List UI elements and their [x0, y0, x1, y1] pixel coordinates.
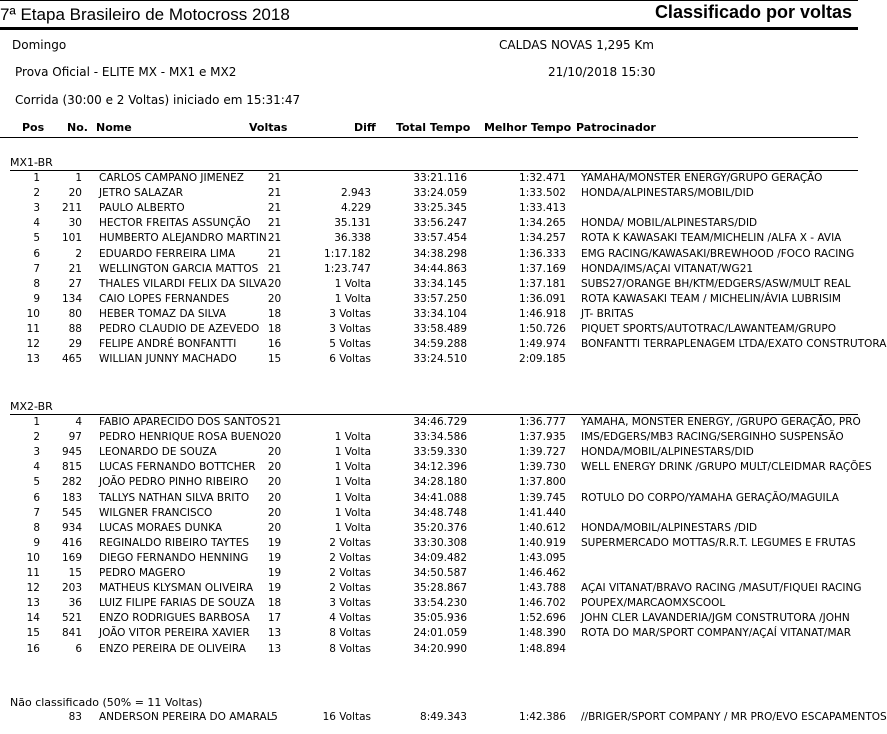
cell-total: 34:46.729 [413, 416, 467, 428]
cell-diff: 1 Volta [334, 277, 371, 290]
title-rule [0, 27, 858, 30]
cell-diff: 36.338 [334, 232, 371, 245]
cell-name: JOÃO PEDRO PINHO RIBEIRO [99, 476, 249, 489]
cell-best: 1:41.440 [519, 506, 566, 519]
cell-laps: 15 [267, 353, 282, 366]
cell-no: 15 [68, 567, 82, 579]
cell-best: 1:43.788 [519, 582, 566, 595]
cell-best: 1:37.181 [519, 277, 566, 290]
cell-best: 1:40.612 [519, 521, 566, 534]
cell-laps: 19 [267, 567, 282, 579]
cell-laps: 17 [267, 612, 282, 625]
cell-sponsor: HONDA/ALPINESTARS/MOBIL/DID [581, 187, 754, 200]
cell-best: 1:36.091 [519, 292, 566, 305]
cell-diff: 2 Voltas [329, 567, 371, 579]
cell-diff: 8 Voltas [329, 627, 371, 640]
cell-pos: 12 [26, 338, 40, 351]
cell-sponsor: AÇAI VITANAT/BRAVO RACING /MASUT/FIQUEI RACING [581, 582, 862, 595]
cell-laps: 21 [267, 202, 282, 215]
cell-diff: 1 Volta [334, 292, 371, 305]
cell-sponsor: JT- BRITAS [581, 307, 634, 320]
cell-best: 1:52.696 [519, 612, 566, 625]
cell-laps: 20 [267, 521, 282, 534]
cell-best: 1:36.333 [519, 247, 566, 260]
cell-diff: 2 Voltas [329, 582, 371, 595]
cell-diff: 1 Volta [334, 476, 371, 489]
cell-best: 1:37.169 [519, 262, 566, 275]
cell-no: 29 [68, 338, 82, 351]
cell-sponsor: ROTULO DO CORPO/YAMAHA GERAÇÃO/MAGUILA [581, 491, 839, 504]
cell-name: PAULO ALBERTO [99, 202, 185, 215]
cell-laps: 21 [267, 247, 282, 260]
cell-total: 33:54.230 [413, 597, 467, 610]
cell-best: 1:50.726 [519, 323, 566, 335]
cell-diff: 16 Voltas [322, 711, 371, 723]
cell-best: 1:46.918 [519, 307, 566, 320]
cell-name: DIEGO FERNANDO HENNING [99, 551, 249, 564]
cell-no: 4 [75, 416, 82, 428]
cell-total: 33:24.510 [413, 353, 467, 366]
cell-laps: 20 [267, 461, 282, 474]
cell-diff: 3 Voltas [329, 307, 371, 320]
cell-name: ENZO RODRIGUES BARBOSA [99, 612, 250, 625]
cell-pos: 2 [33, 431, 40, 444]
cell-no: 27 [68, 277, 82, 290]
cell-name: LUIZ FILIPE FARIAS DE SOUZA [99, 597, 255, 610]
cell-name: CAIO LOPES FERNANDES [99, 292, 230, 305]
cell-sponsor: YAMAHA/MONSTER ENERGY/GRUPO GERAÇÃO [581, 172, 823, 184]
cell-name: HUMBERTO ALEJANDRO MARTIN [99, 232, 267, 245]
cell-laps: 19 [267, 551, 282, 564]
cell-sponsor: SUBS27/ORANGE BH/KTM/EDGERS/ASW/MULT REAL [581, 277, 851, 290]
cell-no: 545 [61, 506, 82, 519]
cell-sponsor: ROTA K KAWASAKI TEAM/MICHELIN /ALFA X - AVIA [581, 232, 842, 245]
cell-no: 101 [61, 232, 82, 245]
cell-laps: 5 [271, 711, 278, 723]
cell-laps: 21 [267, 232, 282, 245]
cell-diff: 1:23.747 [324, 262, 371, 275]
cell-laps: 19 [267, 536, 282, 549]
cell-best: 1:33.502 [519, 187, 566, 200]
cell-total: 34:44.863 [413, 262, 467, 275]
cell-best: 1:48.390 [519, 627, 566, 640]
cell-best: 1:46.462 [519, 567, 566, 579]
cell-name: HEBER TOMAZ DA SILVA [99, 307, 227, 320]
cell-pos: 7 [33, 506, 40, 519]
category-rule [10, 414, 858, 415]
cell-name: WILGNER FRANCISCO [99, 506, 213, 519]
cell-laps: 20 [267, 506, 282, 519]
cell-diff: 5 Voltas [329, 338, 371, 351]
cell-name: CARLOS CAMPANO JIMENEZ [99, 172, 244, 184]
cell-diff: 4.229 [340, 202, 371, 215]
cell-best: 1:39.730 [519, 461, 566, 474]
cell-best: 1:40.919 [519, 536, 566, 549]
cell-diff: 2 Voltas [329, 551, 371, 564]
category-label: MX1-BR [10, 156, 53, 169]
cell-total: 34:59.288 [413, 338, 467, 351]
cell-sponsor: HONDA/MOBIL/ALPINESTARS/DID [581, 446, 754, 459]
cell-diff: 1 Volta [334, 506, 371, 519]
cell-name: JETRO SALAZAR [99, 187, 184, 200]
cell-name: ANDERSON PEREIRA DO AMARAL [99, 711, 273, 723]
cell-best: 1:42.386 [519, 711, 566, 723]
cell-best: 1:32.471 [519, 172, 566, 184]
cell-pos: 11 [26, 567, 40, 579]
cell-sponsor: POUPEX/MARCAOMXSCOOL [581, 597, 726, 610]
cell-no: 97 [68, 431, 82, 444]
cell-pos: 2 [33, 187, 40, 200]
cell-name: FELIPE ANDRÉ BONFANTTI [99, 338, 237, 351]
cell-laps: 13 [267, 627, 282, 640]
cell-laps: 21 [267, 262, 282, 275]
cell-diff: 2.943 [340, 187, 371, 200]
cell-sponsor: BONFANTTI TERRAPLENAGEM LTDA/EXATO CONSTRUTORA [581, 338, 887, 351]
top-rule [0, 0, 858, 1]
cell-pos: 9 [33, 292, 40, 305]
cell-pos: 1 [33, 172, 40, 184]
cell-total: 34:50.587 [413, 567, 467, 579]
cell-no: 169 [61, 551, 82, 564]
cell-name: MATHEUS KLYSMAN OLIVEIRA [99, 582, 254, 595]
col-no: No. [67, 121, 88, 134]
category-rule [10, 170, 858, 171]
cell-name: LUCAS MORAES DUNKA [99, 521, 223, 534]
cell-best: 1:37.800 [519, 476, 566, 489]
cell-no: 203 [61, 582, 82, 595]
cell-diff: 4 Voltas [329, 612, 371, 625]
cell-total: 33:34.586 [413, 431, 467, 444]
cell-no: 36 [68, 597, 82, 610]
cell-total: 33:25.345 [413, 202, 467, 215]
header-rule [0, 137, 858, 138]
cell-no: 83 [68, 711, 82, 723]
cell-no: 134 [61, 292, 82, 305]
cell-name: WELLINGTON GARCIA MATTOS [99, 262, 259, 275]
cell-laps: 20 [267, 476, 282, 489]
cell-total: 34:20.990 [413, 642, 467, 655]
cell-sponsor: ROTA DO MAR/SPORT COMPANY/AÇAÍ VITANAT/MAR [581, 627, 852, 640]
cell-total: 33:59.330 [413, 446, 467, 459]
cell-total: 33:57.454 [413, 232, 467, 245]
cell-pos: 7 [33, 262, 40, 275]
cell-laps: 21 [267, 217, 282, 230]
cell-no: 21 [68, 262, 82, 275]
cell-pos: 14 [26, 612, 40, 625]
cell-name: LUCAS FERNANDO BOTTCHER [99, 461, 256, 474]
cell-laps: 18 [267, 307, 282, 320]
cell-sponsor: SUPERMERCADO MOTTAS/R.R.T. LEGUMES E FRUTAS [581, 536, 856, 549]
cell-name: HECTOR FREITAS ASSUNÇÃO [99, 217, 251, 230]
cell-sponsor: HONDA/MOBIL/ALPINESTARS /DID [581, 521, 758, 534]
cell-name: JOÃO VITOR PEREIRA XAVIER [99, 627, 250, 640]
cell-diff: 1 Volta [334, 521, 371, 534]
cell-pos: 3 [33, 446, 40, 459]
cell-pos: 3 [33, 202, 40, 215]
cell-diff: 1:17.182 [324, 247, 371, 260]
cell-sponsor: JOHN CLER LAVANDERIA/JGM CONSTRUTORA /JOHN [581, 612, 850, 625]
cell-pos: 1 [33, 416, 40, 428]
cell-best: 1:49.974 [519, 338, 566, 351]
cell-no: 465 [61, 353, 82, 366]
cell-pos: 13 [26, 597, 40, 610]
cell-sponsor: IMS/EDGERS/MB3 RACING/SERGINHO SUSPENSÃO [581, 431, 844, 444]
col-total: Total Tempo [396, 121, 471, 134]
cell-no: 841 [61, 627, 82, 640]
cell-laps: 20 [267, 446, 282, 459]
cell-no: 1 [75, 172, 82, 184]
cell-diff: 6 Voltas [329, 353, 371, 366]
cell-diff: 1 Volta [334, 461, 371, 474]
cell-total: 24:01.059 [413, 627, 467, 640]
col-laps: Voltas [249, 121, 288, 134]
cell-no: 88 [68, 323, 82, 335]
cell-name: PEDRO HENRIQUE ROSA BUENO [99, 431, 269, 444]
cell-pos: 5 [33, 476, 40, 489]
cell-pos: 10 [26, 551, 40, 564]
cell-best: 1:48.894 [519, 642, 566, 655]
cell-total: 34:09.482 [413, 551, 467, 564]
cell-best: 1:34.265 [519, 217, 566, 230]
race-start: Corrida (30:00 e 2 Voltas) iniciado em 15:31:47 [15, 93, 301, 107]
cell-no: 30 [68, 217, 82, 230]
cell-sponsor: YAMAHA, MONSTER ENERGY, /GRUPO GERAÇÃO, PRO [581, 416, 861, 428]
cell-total: 33:30.308 [413, 536, 467, 549]
cell-total: 8:49.343 [420, 711, 467, 723]
cell-laps: 20 [267, 491, 282, 504]
cell-no: 416 [61, 536, 82, 549]
cell-sponsor: PIQUET SPORTS/AUTOTRAC/LAWANTEAM/GRUPO [581, 323, 836, 335]
cell-sponsor: ROTA KAWASAKI TEAM / MICHELIN/ÁVIA LUBRISIM [581, 292, 841, 305]
cell-pos: 16 [26, 642, 40, 655]
cell-laps: 18 [267, 597, 282, 610]
cell-pos: 8 [33, 277, 40, 290]
cell-total: 33:24.059 [413, 187, 467, 200]
event-title: 7ª Etapa Brasileiro de Motocross 2018 [0, 5, 290, 24]
cell-laps: 21 [267, 416, 282, 428]
cell-pos: 13 [26, 353, 40, 366]
col-best: Melhor Tempo [484, 121, 572, 134]
cell-no: 20 [68, 187, 82, 200]
cell-total: 35:28.867 [413, 582, 467, 595]
cell-total: 33:34.145 [413, 277, 467, 290]
cell-name: THALES VILARDI FELIX DA SILVA [99, 277, 268, 290]
cell-total: 34:48.748 [413, 506, 467, 519]
cell-best: 1:34.257 [519, 232, 566, 245]
cell-total: 33:34.104 [413, 307, 467, 320]
cell-laps: 20 [267, 277, 282, 290]
cell-laps: 16 [267, 338, 282, 351]
cell-name: WILLIAN JUNNY MACHADO [99, 353, 237, 366]
cell-sponsor: WELL ENERGY DRINK /GRUPO MULT/CLEIDMAR RAÇÕES [581, 461, 872, 474]
cell-name: PEDRO MAGERO [99, 567, 186, 579]
cell-best: 1:39.727 [519, 446, 566, 459]
cell-total: 34:12.396 [413, 461, 467, 474]
col-diff: Diff [354, 121, 376, 134]
cell-diff: 3 Voltas [329, 597, 371, 610]
cell-name: LEONARDO DE SOUZA [99, 446, 217, 459]
cell-no: 2 [75, 247, 82, 260]
cell-diff: 35.131 [334, 217, 371, 230]
cell-no: 282 [61, 476, 82, 489]
cell-best: 1:43.095 [519, 551, 566, 564]
cell-pos: 15 [26, 627, 40, 640]
cell-total: 33:56.247 [413, 217, 467, 230]
cell-best: 1:46.702 [519, 597, 566, 610]
cell-best: 1:37.935 [519, 431, 566, 444]
cell-best: 1:36.777 [519, 416, 566, 428]
race-location: CALDAS NOVAS 1,295 Km [499, 38, 654, 52]
cell-no: 211 [61, 202, 82, 215]
cell-best: 1:39.745 [519, 491, 566, 504]
cell-total: 34:38.298 [413, 247, 467, 260]
cell-laps: 21 [267, 187, 282, 200]
cell-no: 80 [68, 307, 82, 320]
race-datetime: 21/10/2018 15:30 [548, 65, 656, 79]
cell-pos: 4 [33, 217, 40, 230]
cell-total: 34:41.088 [413, 491, 467, 504]
cell-total: 35:20.376 [413, 521, 467, 534]
cell-name: EDUARDO FERREIRA LIMA [99, 247, 236, 260]
cell-diff: 2 Voltas [329, 536, 371, 549]
cell-diff: 3 Voltas [329, 323, 371, 335]
cell-total: 34:28.180 [413, 476, 467, 489]
col-sponsor: Patrocinador [576, 121, 656, 134]
cell-pos: 8 [33, 521, 40, 534]
cell-name: TALLYS NATHAN SILVA BRITO [99, 491, 250, 504]
cell-best: 1:33.413 [519, 202, 566, 215]
report-type: Classificado por voltas [654, 2, 852, 22]
cell-diff: 1 Volta [334, 446, 371, 459]
cell-no: 945 [61, 446, 82, 459]
cell-total: 35:05.936 [413, 612, 467, 625]
cell-pos: 11 [26, 323, 40, 335]
cell-pos: 6 [33, 491, 40, 504]
cell-no: 6 [75, 642, 82, 655]
cell-name: PEDRO CLAUDIO DE AZEVEDO [99, 323, 260, 335]
cell-sponsor: HONDA/ MOBIL/ALPINESTARS/DID [581, 217, 758, 230]
cell-laps: 21 [267, 172, 282, 184]
cell-total: 33:57.250 [413, 292, 467, 305]
cell-pos: 4 [33, 461, 40, 474]
cell-diff: 8 Voltas [329, 642, 371, 655]
cell-laps: 13 [267, 642, 282, 655]
cell-total: 33:21.116 [413, 172, 467, 184]
cell-no: 934 [61, 521, 82, 534]
cell-pos: 12 [26, 582, 40, 595]
cell-laps: 19 [267, 582, 282, 595]
category-label: MX2-BR [10, 400, 53, 413]
cell-diff: 1 Volta [334, 431, 371, 444]
cell-laps: 20 [267, 292, 282, 305]
cell-best: 2:09.185 [519, 353, 566, 366]
cell-sponsor: //BRIGER/SPORT COMPANY / MR PRO/EVO ESCAPAMENTOS [581, 711, 887, 723]
cell-laps: 20 [267, 431, 282, 444]
not-classified-label: Não classificado (50% = 11 Voltas) [10, 696, 203, 709]
cell-no: 183 [61, 491, 82, 504]
cell-sponsor: HONDA/IMS/AÇAI VITANAT/WG21 [581, 262, 754, 275]
col-name: Nome [96, 121, 132, 134]
cell-no: 815 [61, 461, 82, 474]
cell-pos: 5 [33, 232, 40, 245]
cell-pos: 9 [33, 536, 40, 549]
cell-no: 521 [61, 612, 82, 625]
cell-pos: 6 [33, 247, 40, 260]
col-pos: Pos [22, 121, 45, 134]
cell-total: 33:58.489 [413, 323, 467, 335]
cell-diff: 1 Volta [334, 491, 371, 504]
race-name: Prova Oficial - ELITE MX - MX1 e MX2 [15, 65, 237, 79]
race-day: Domingo [12, 38, 67, 52]
cell-name: FABIO APARECIDO DOS SANTOS [99, 416, 267, 428]
cell-laps: 18 [267, 323, 282, 335]
cell-name: ENZO PEREIRA DE OLIVEIRA [99, 642, 246, 655]
cell-sponsor: EMG RACING/KAWASAKI/BREWHOOD /FOCO RACING [581, 247, 855, 260]
cell-pos: 10 [26, 307, 40, 320]
cell-name: REGINALDO RIBEIRO TAYTES [99, 536, 250, 549]
